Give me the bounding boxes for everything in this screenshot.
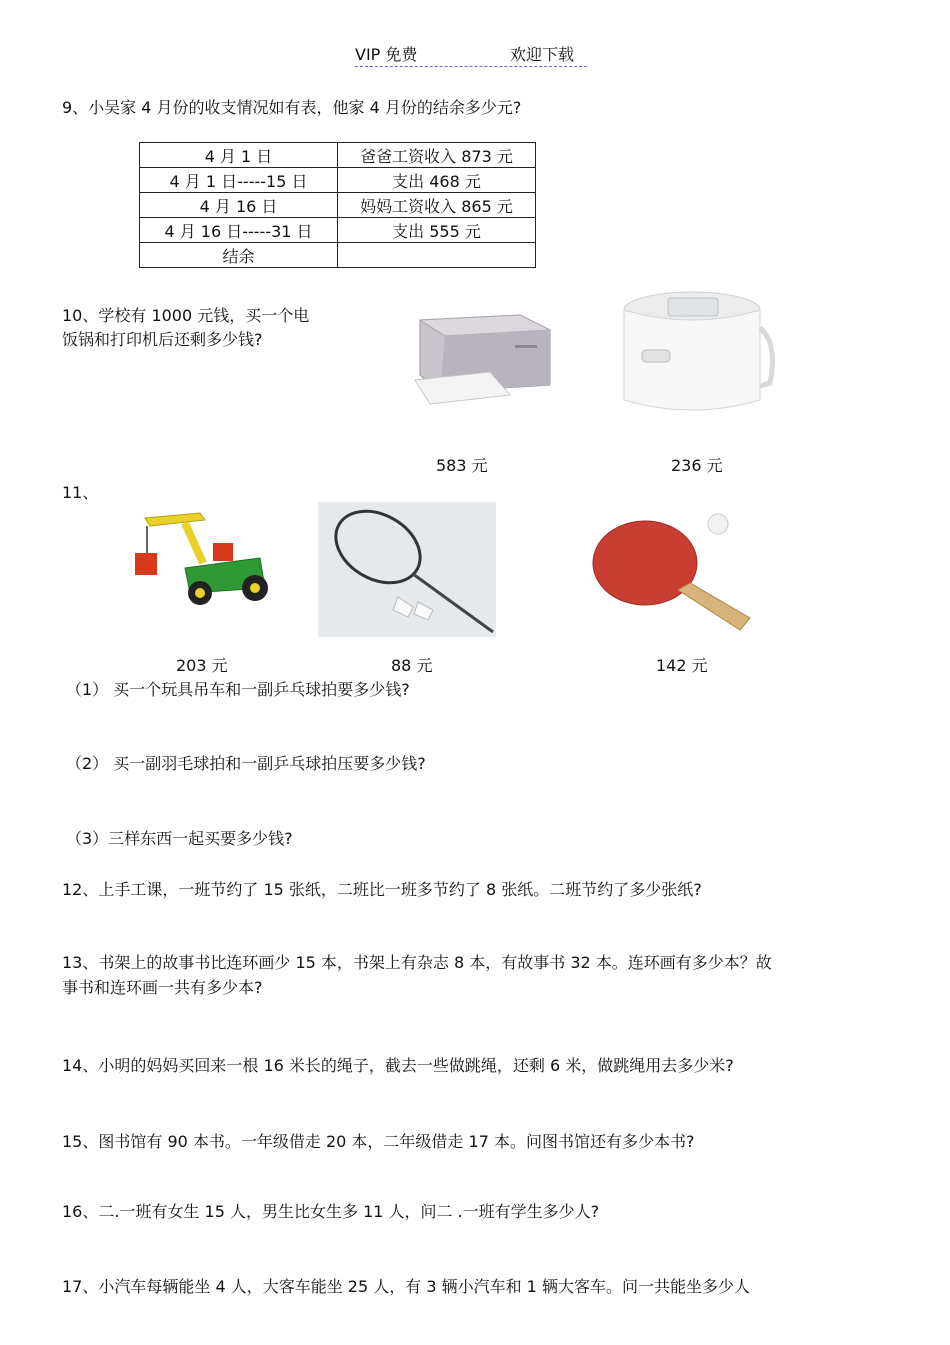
toy-crane-image <box>125 508 275 608</box>
badminton-racket-price: 88 元 <box>391 656 433 675</box>
question-11-sub3: （3）三样东西一起买要多少钱? <box>66 829 293 848</box>
question-10-line2: 饭锅和打印机后还剩多少钱? <box>62 330 263 349</box>
question-16: 16、二.一班有女生 15 人，男生比女生多 11 人，问二 .一班有学生多少人? <box>62 1202 600 1221</box>
question-14: 14、小明的妈妈买回来一根 16 米长的绳子，截去一些做跳绳，还剩 6 米，做跳绳用去多少米? <box>62 1056 734 1075</box>
question-11-label: 11、 <box>62 483 99 502</box>
page-header <box>355 42 587 67</box>
question-12: 12、上手工课，一班节约了 15 张纸，二班比一班多节约了 8 张纸。二班节约了多少张纸? <box>62 880 702 899</box>
pingpong-paddle-price: 142 元 <box>656 656 708 675</box>
table-cell: 4 月 16 日-----31 日 <box>140 218 338 243</box>
rice-cooker-price: 236 元 <box>671 456 723 475</box>
question-13-line1: 13、书架上的故事书比连环画少 15 本，书架上有杂志 8 本，有故事书 32 本。连环画有多少本？故 <box>62 953 772 972</box>
table-cell: 4 月 1 日-----15 日 <box>140 168 338 193</box>
badminton-racket-image <box>318 502 496 637</box>
table-cell: 结余 <box>140 243 338 268</box>
table-row <box>140 243 536 268</box>
table-row <box>140 143 536 168</box>
question-9: 9、小吴家 4 月份的收支情况如有表，他家 4 月份的结余多少元? <box>62 98 522 117</box>
printer-price: 583 元 <box>436 456 488 475</box>
table-cell: 支出 468 元 <box>338 168 536 193</box>
crane-price: 203 元 <box>176 656 228 675</box>
question-11-sub1: （1） 买一个玩具吊车和一副乒乓球拍要多少钱? <box>66 680 410 699</box>
table-cell: 4 月 16 日 <box>140 193 338 218</box>
header-vip-label: VIP 免费 <box>355 45 418 64</box>
table-cell <box>338 243 536 268</box>
rice-cooker-image <box>620 288 775 420</box>
table-row <box>140 218 536 243</box>
question-15: 15、图书馆有 90 本书。一年级借走 20 本，二年级借走 17 本。问图书馆还有多少本书? <box>62 1132 695 1151</box>
table-cell: 4 月 1 日 <box>140 143 338 168</box>
printer-image <box>400 300 560 415</box>
header-welcome-label: 欢迎下载 <box>510 45 575 64</box>
question-11-sub2: （2） 买一副羽毛球拍和一副乒乓球拍压要多少钱? <box>66 754 426 773</box>
table-row <box>140 168 536 193</box>
pingpong-paddle-image <box>590 508 765 633</box>
income-expense-table <box>139 142 536 268</box>
table-cell: 爸爸工资收入 873 元 <box>338 143 536 168</box>
table-row <box>140 193 536 218</box>
question-17: 17、小汽车每辆能坐 4 人，大客车能坐 25 人，有 3 辆小汽车和 1 辆大客车。问一共能坐多少人 <box>62 1277 750 1296</box>
question-13-line2: 事书和连环画一共有多少本? <box>62 978 263 997</box>
table-cell: 支出 555 元 <box>338 218 536 243</box>
table-cell: 妈妈工资收入 865 元 <box>338 193 536 218</box>
question-10-line1: 10、学校有 1000 元钱，买一个电 <box>62 306 310 325</box>
